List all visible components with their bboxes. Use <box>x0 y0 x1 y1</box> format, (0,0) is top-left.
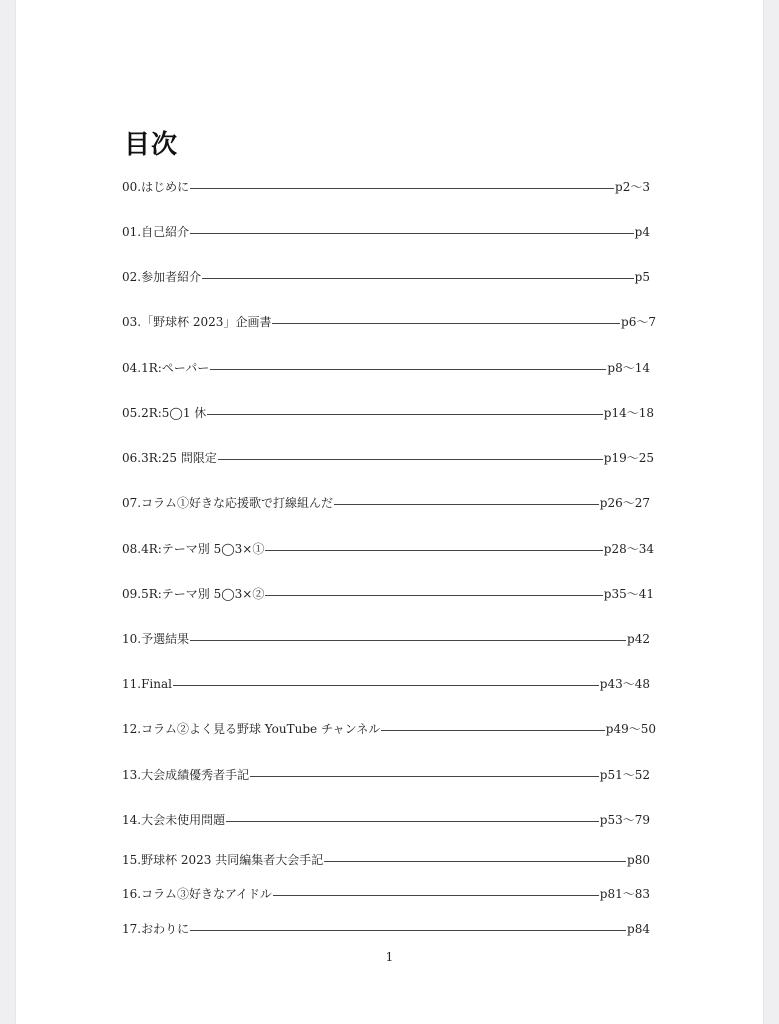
toc-entry-pages: p2〜3 <box>615 180 650 194</box>
toc-entry-label: 16.コラム③好きなアイドル <box>122 887 272 901</box>
toc-leader-line <box>190 640 626 641</box>
toc-entry-label: 09.5R:テーマ別 5◯3×② <box>122 587 265 601</box>
toc-entry-label: 15.野球杯 2023 共同編集者大会手記 <box>122 853 324 867</box>
toc-entry-pages: p43〜48 <box>599 677 650 691</box>
toc-entry-pages: p80 <box>627 853 650 867</box>
toc-entry-label: 04.1R:ペーパー <box>122 361 210 375</box>
toc-entry <box>122 404 654 426</box>
toc-entry-label: 11.Final <box>122 677 172 691</box>
toc-leader-line <box>190 188 614 189</box>
toc-entry <box>122 885 650 907</box>
toc-title: 目次 <box>124 130 179 160</box>
toc-entry-label: 12.コラム②よく見る野球 YouTube チャンネル <box>122 722 381 736</box>
toc-entry-label: 01.自己紹介 <box>122 225 190 239</box>
toc-entry <box>122 359 650 381</box>
document-page <box>16 0 763 1024</box>
toc-leader-line <box>226 821 599 822</box>
toc-entry <box>122 268 650 290</box>
toc-entry-label: 17.おわりに <box>122 922 190 936</box>
toc-entry-pages: p42 <box>627 632 650 646</box>
toc-entry-pages: p51〜52 <box>599 768 650 782</box>
toc-entry-pages: p84 <box>627 922 650 936</box>
toc-leader-line <box>324 861 626 862</box>
toc-leader-line <box>202 278 634 279</box>
toc-leader-line <box>210 369 606 370</box>
toc-entry <box>122 585 654 607</box>
toc-entry <box>122 313 656 335</box>
toc-leader-line <box>265 595 602 596</box>
toc-entry-label: 10.予選結果 <box>122 632 190 646</box>
toc-entry <box>122 811 650 833</box>
toc-entry <box>122 630 650 652</box>
toc-entry-label: 13.大会成績優秀者手記 <box>122 768 250 782</box>
toc-leader-line <box>190 233 634 234</box>
toc-entry <box>122 494 650 516</box>
toc-entry <box>122 178 650 200</box>
toc-leader-line <box>207 414 602 415</box>
toc-entry-label: 00.はじめに <box>122 180 190 194</box>
toc-entry-label: 06.3R:25 問限定 <box>122 451 217 465</box>
toc-entry-label: 08.4R:テーマ別 5◯3×① <box>122 542 265 556</box>
toc-entry-label: 03.「野球杯 2023」企画書 <box>122 315 272 329</box>
toc-entry-pages: p81〜83 <box>599 887 650 901</box>
toc-leader-line <box>381 730 605 731</box>
toc-entry-pages: p35〜41 <box>603 587 654 601</box>
toc-entry <box>122 540 654 562</box>
toc-entry-label: 14.大会未使用問題 <box>122 813 226 827</box>
toc-leader-line <box>250 776 599 777</box>
toc-entry-pages: p28〜34 <box>603 542 654 556</box>
toc-entry-pages: p8〜14 <box>607 361 650 375</box>
toc-entry-pages: p14〜18 <box>603 406 654 420</box>
toc-entry <box>122 766 650 788</box>
toc-entry-pages: p26〜27 <box>599 496 650 510</box>
toc-leader-line <box>265 550 602 551</box>
toc-entry-pages: p49〜50 <box>605 722 656 736</box>
toc-entry <box>122 920 650 942</box>
toc-entry <box>122 223 650 245</box>
toc-entry-label: 05.2R:5◯1 休 <box>122 406 207 420</box>
toc-entry <box>122 449 654 471</box>
toc-entry <box>122 720 656 742</box>
toc-leader-line <box>190 930 626 931</box>
toc-leader-line <box>334 504 599 505</box>
page-number: 1 <box>385 950 394 964</box>
toc-entry <box>122 851 650 873</box>
toc-leader-line <box>272 323 620 324</box>
toc-entry <box>122 675 650 697</box>
toc-entry-pages: p53〜79 <box>599 813 650 827</box>
toc-entry-label: 07.コラム①好きな応援歌で打線組んだ <box>122 496 333 510</box>
toc-entry-pages: p4 <box>634 225 650 239</box>
toc-leader-line <box>273 895 599 896</box>
toc-entry-pages: p5 <box>634 270 650 284</box>
toc-entry-pages: p6〜7 <box>621 315 656 329</box>
toc-entry-label: 02.参加者紹介 <box>122 270 202 284</box>
toc-entry-pages: p19〜25 <box>603 451 654 465</box>
toc-leader-line <box>218 459 603 460</box>
toc-leader-line <box>173 685 599 686</box>
